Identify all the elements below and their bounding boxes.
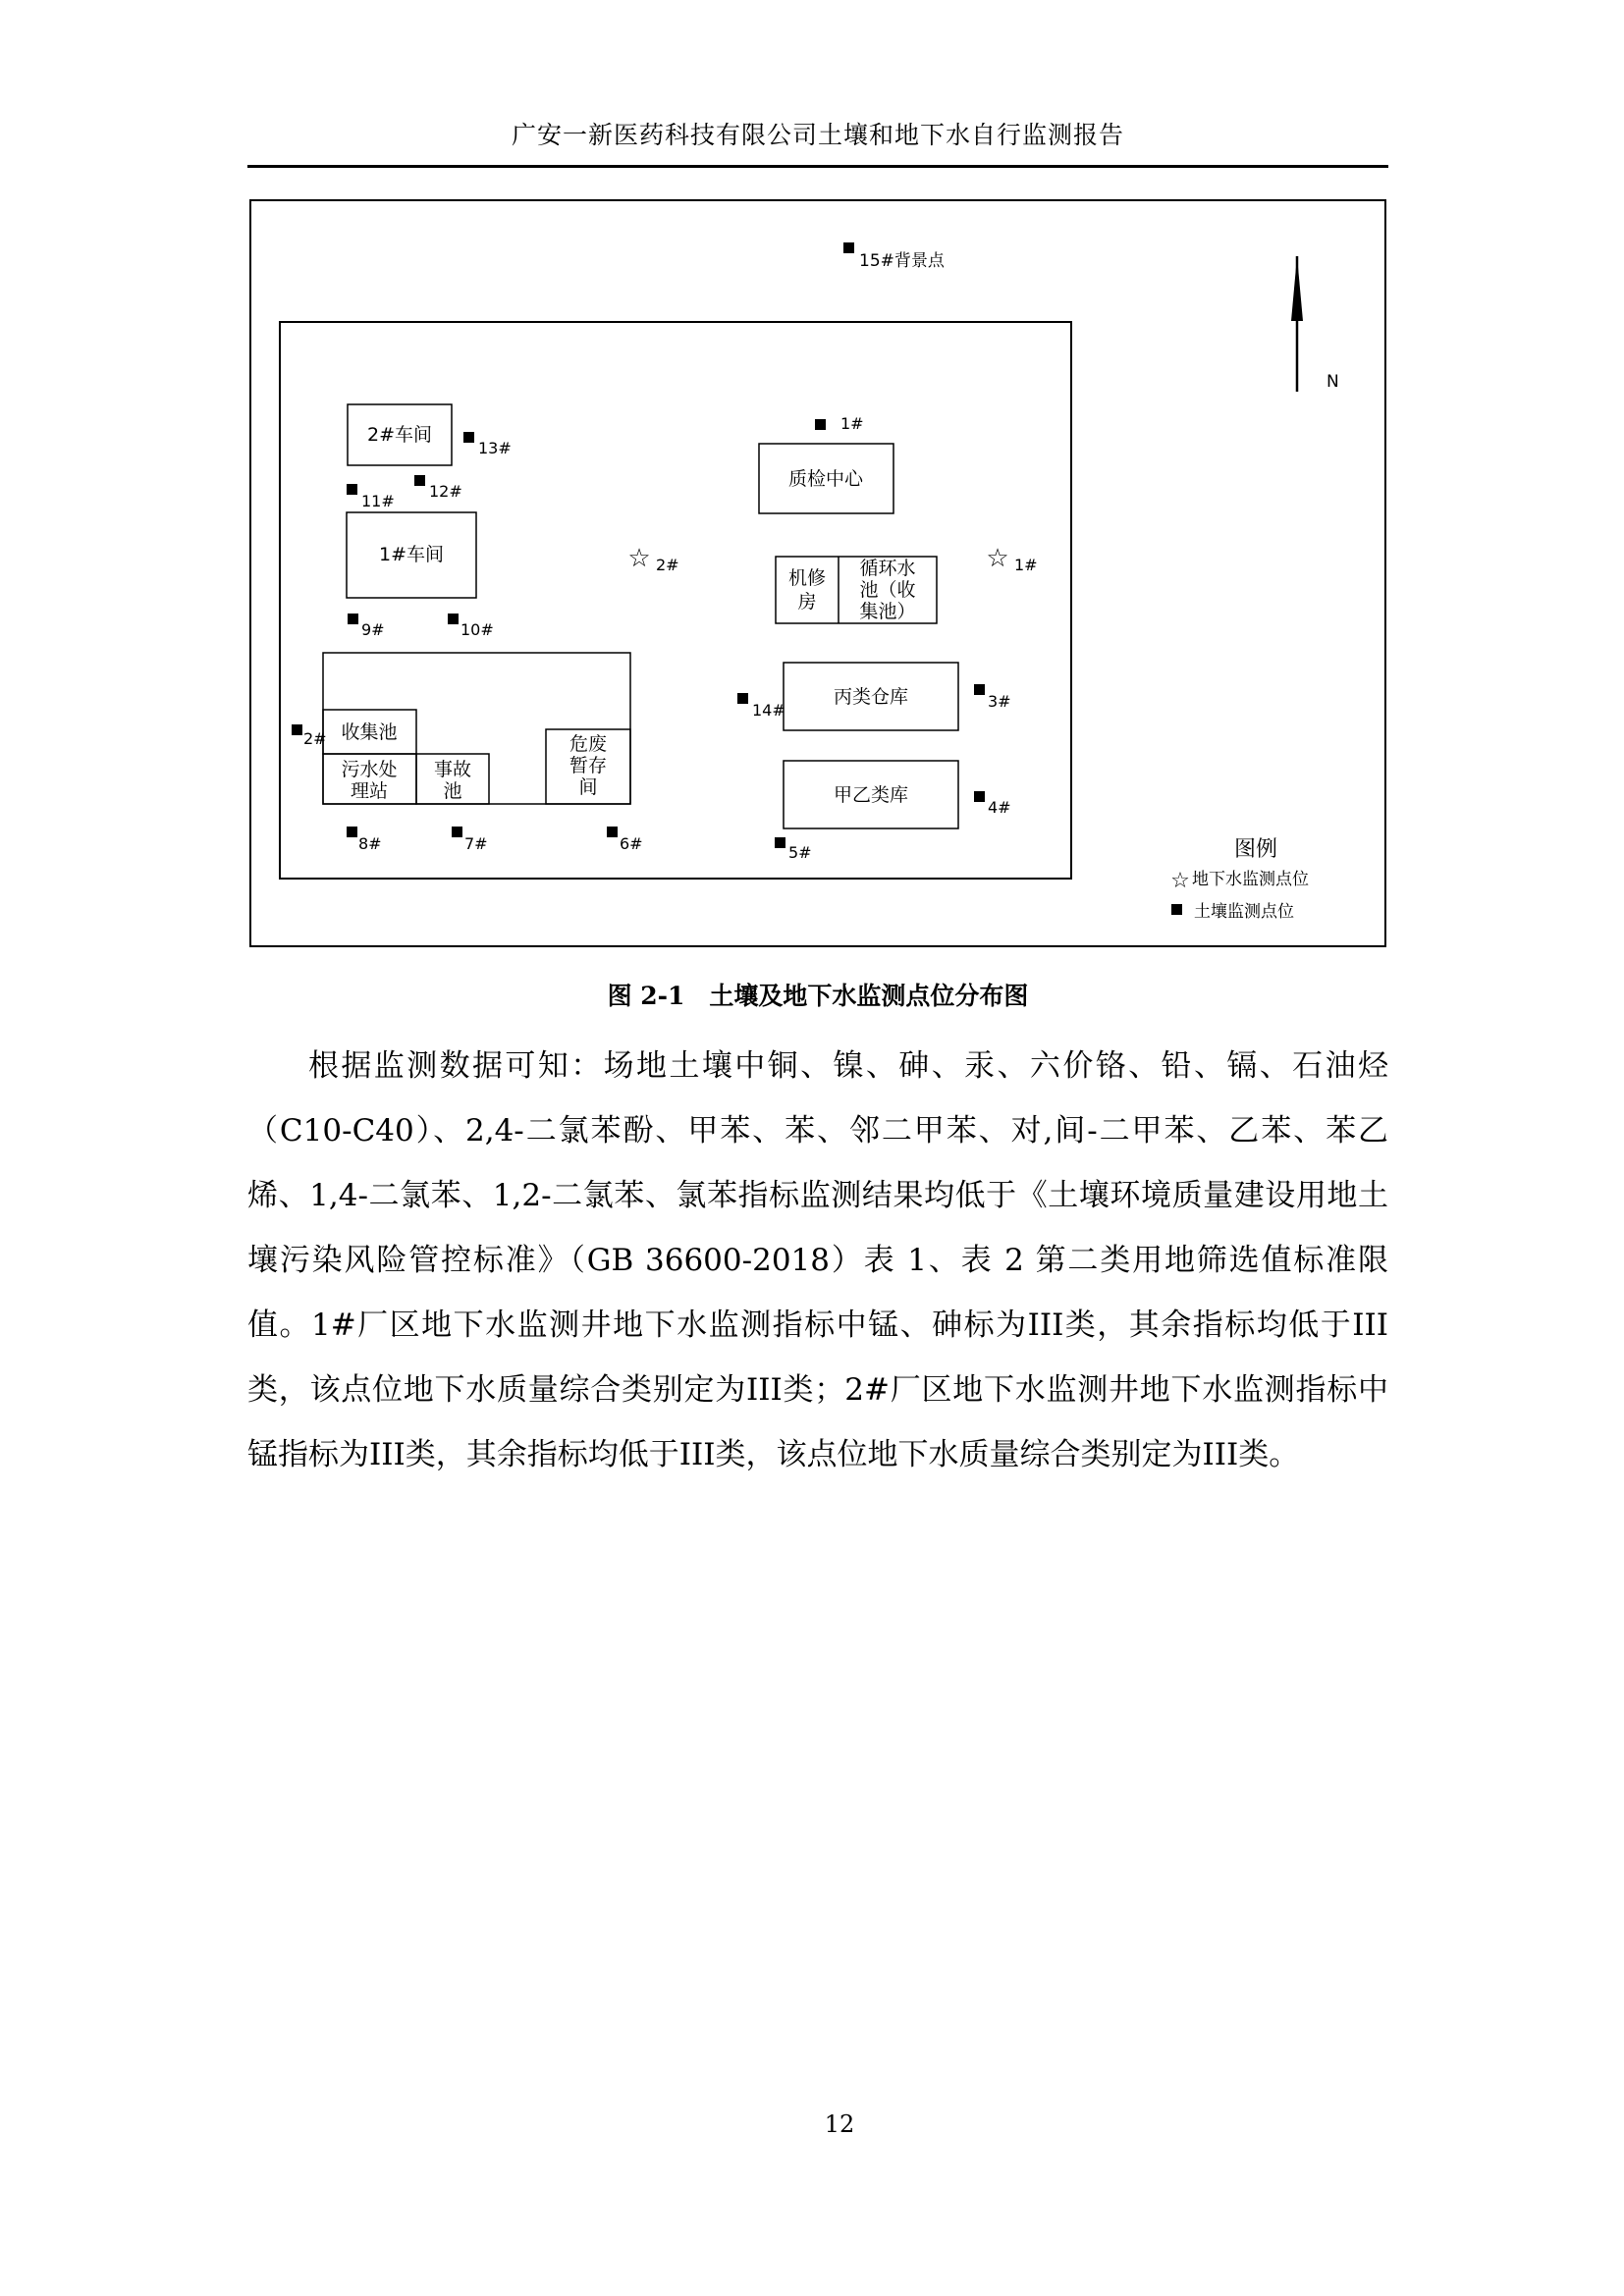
soil-point-2	[292, 724, 302, 735]
soil-point-15	[843, 242, 854, 253]
repair-room-label-1: 机修	[787, 567, 827, 589]
soil-point-7	[452, 827, 462, 837]
monitoring-site-map	[249, 199, 1386, 947]
page-number: 12	[824, 2110, 855, 2138]
sewage-plant-label-1: 污水处	[341, 759, 398, 780]
class-ab-warehouse-label: 甲乙类库	[833, 784, 909, 806]
sewage-plant-label-2: 理站	[350, 780, 389, 802]
legend-soil-label: 土壤监测点位	[1194, 902, 1294, 922]
class-c-warehouse-label: 丙类仓库	[833, 686, 909, 708]
soil-point-9-label: 9#	[361, 620, 385, 639]
soil-point-8	[347, 827, 357, 837]
groundwater-point-1-label: 1#	[1014, 556, 1038, 574]
soil-point-7-label: 7#	[464, 834, 488, 853]
soil-point-11	[347, 484, 357, 495]
legend-title: 图例	[1233, 837, 1278, 862]
soil-point-15-label: 15#背景点	[859, 251, 945, 271]
legend-groundwater-label: 地下水监测点位	[1192, 870, 1309, 889]
workshop-2-label: 2#车间	[366, 424, 433, 446]
soil-point-5-label: 5#	[788, 843, 812, 862]
north-label: N	[1326, 372, 1339, 392]
circ-pool-label-2: 池（收	[859, 579, 916, 601]
soil-point-14	[737, 693, 748, 704]
soil-point-4-label: 4#	[988, 798, 1011, 817]
hazwaste-label-2: 暂存	[568, 755, 608, 776]
groundwater-point-1-star: ☆	[986, 544, 1009, 573]
soil-point-5	[775, 837, 785, 848]
circ-pool-label-3: 集池）	[859, 601, 916, 622]
qc-center-label: 质检中心	[787, 468, 864, 490]
soil-point-8-label: 8#	[358, 834, 382, 853]
soil-point-6	[607, 827, 618, 837]
page-header: 广安一新医药科技有限公司土壤和地下水自行监测报告	[511, 121, 1124, 149]
north-arrow-head	[1291, 256, 1303, 321]
soil-point-14-label: 14#	[752, 701, 785, 720]
soil-point-2-label: 2#	[303, 729, 327, 748]
hazwaste-label-1: 危废	[568, 733, 608, 755]
soil-point-13-label: 13#	[478, 439, 512, 457]
hazwaste-label-3: 间	[578, 776, 598, 798]
circ-pool-label-1: 循环水	[859, 558, 916, 579]
soil-point-1-label: 1#	[840, 414, 864, 433]
groundwater-point-2-label: 2#	[656, 556, 679, 574]
soil-point-12-label: 12#	[429, 482, 462, 501]
soil-point-3-label: 3#	[988, 692, 1011, 711]
collection-pool-label: 收集池	[341, 721, 398, 743]
groundwater-point-2-star: ☆	[627, 544, 651, 573]
plant-boundary	[280, 322, 1071, 879]
header-rule	[247, 165, 1388, 168]
soil-point-11-label: 11#	[361, 492, 395, 510]
accident-pool-label-2: 池	[443, 780, 462, 802]
soil-point-9	[348, 614, 358, 624]
legend-square-icon	[1171, 904, 1182, 915]
legend-star-icon: ☆	[1170, 869, 1190, 893]
soil-point-12	[414, 475, 425, 486]
soil-point-10-label: 10#	[460, 620, 494, 639]
figure-caption: 图 2-1 土壤及地下水监测点位分布图	[607, 982, 1029, 1010]
body-paragraph: 根据监测数据可知：场地土壤中铜、镍、砷、汞、六价铬、铅、镉、石油烃（C10-C40）、2,4-二氯苯酚、甲苯、苯、邻二甲苯、对,间-二甲苯、乙苯、苯乙烯、1,4-二氯苯、1,2-二氯苯、氯苯指标监测结果均低于《土壤环境质量建设用地土壤污染风险管控标准》（GB 36600-2018）表 1、表 2 第二类用地筛选值标准限值。1#厂区地下水监测井地下水监测指标中锰、砷标为III类，其余指标均低于III类，该点位地下水质量综合类别定为III类；2#厂区地下水监测井地下水监测指标中锰指标为III类，其余指标均低于III类，该点位地下水质量综合类别定为III类。	[247, 1048, 1388, 1472]
workshop-1-label: 1#车间	[378, 544, 445, 565]
repair-room-label-2: 房	[797, 591, 817, 613]
soil-point-4	[974, 791, 985, 802]
soil-point-3	[974, 684, 985, 695]
soil-point-6-label: 6#	[620, 834, 643, 853]
soil-point-10	[448, 614, 459, 624]
soil-point-13	[463, 432, 474, 443]
accident-pool-label-1: 事故	[433, 759, 472, 780]
soil-point-1	[815, 419, 826, 430]
